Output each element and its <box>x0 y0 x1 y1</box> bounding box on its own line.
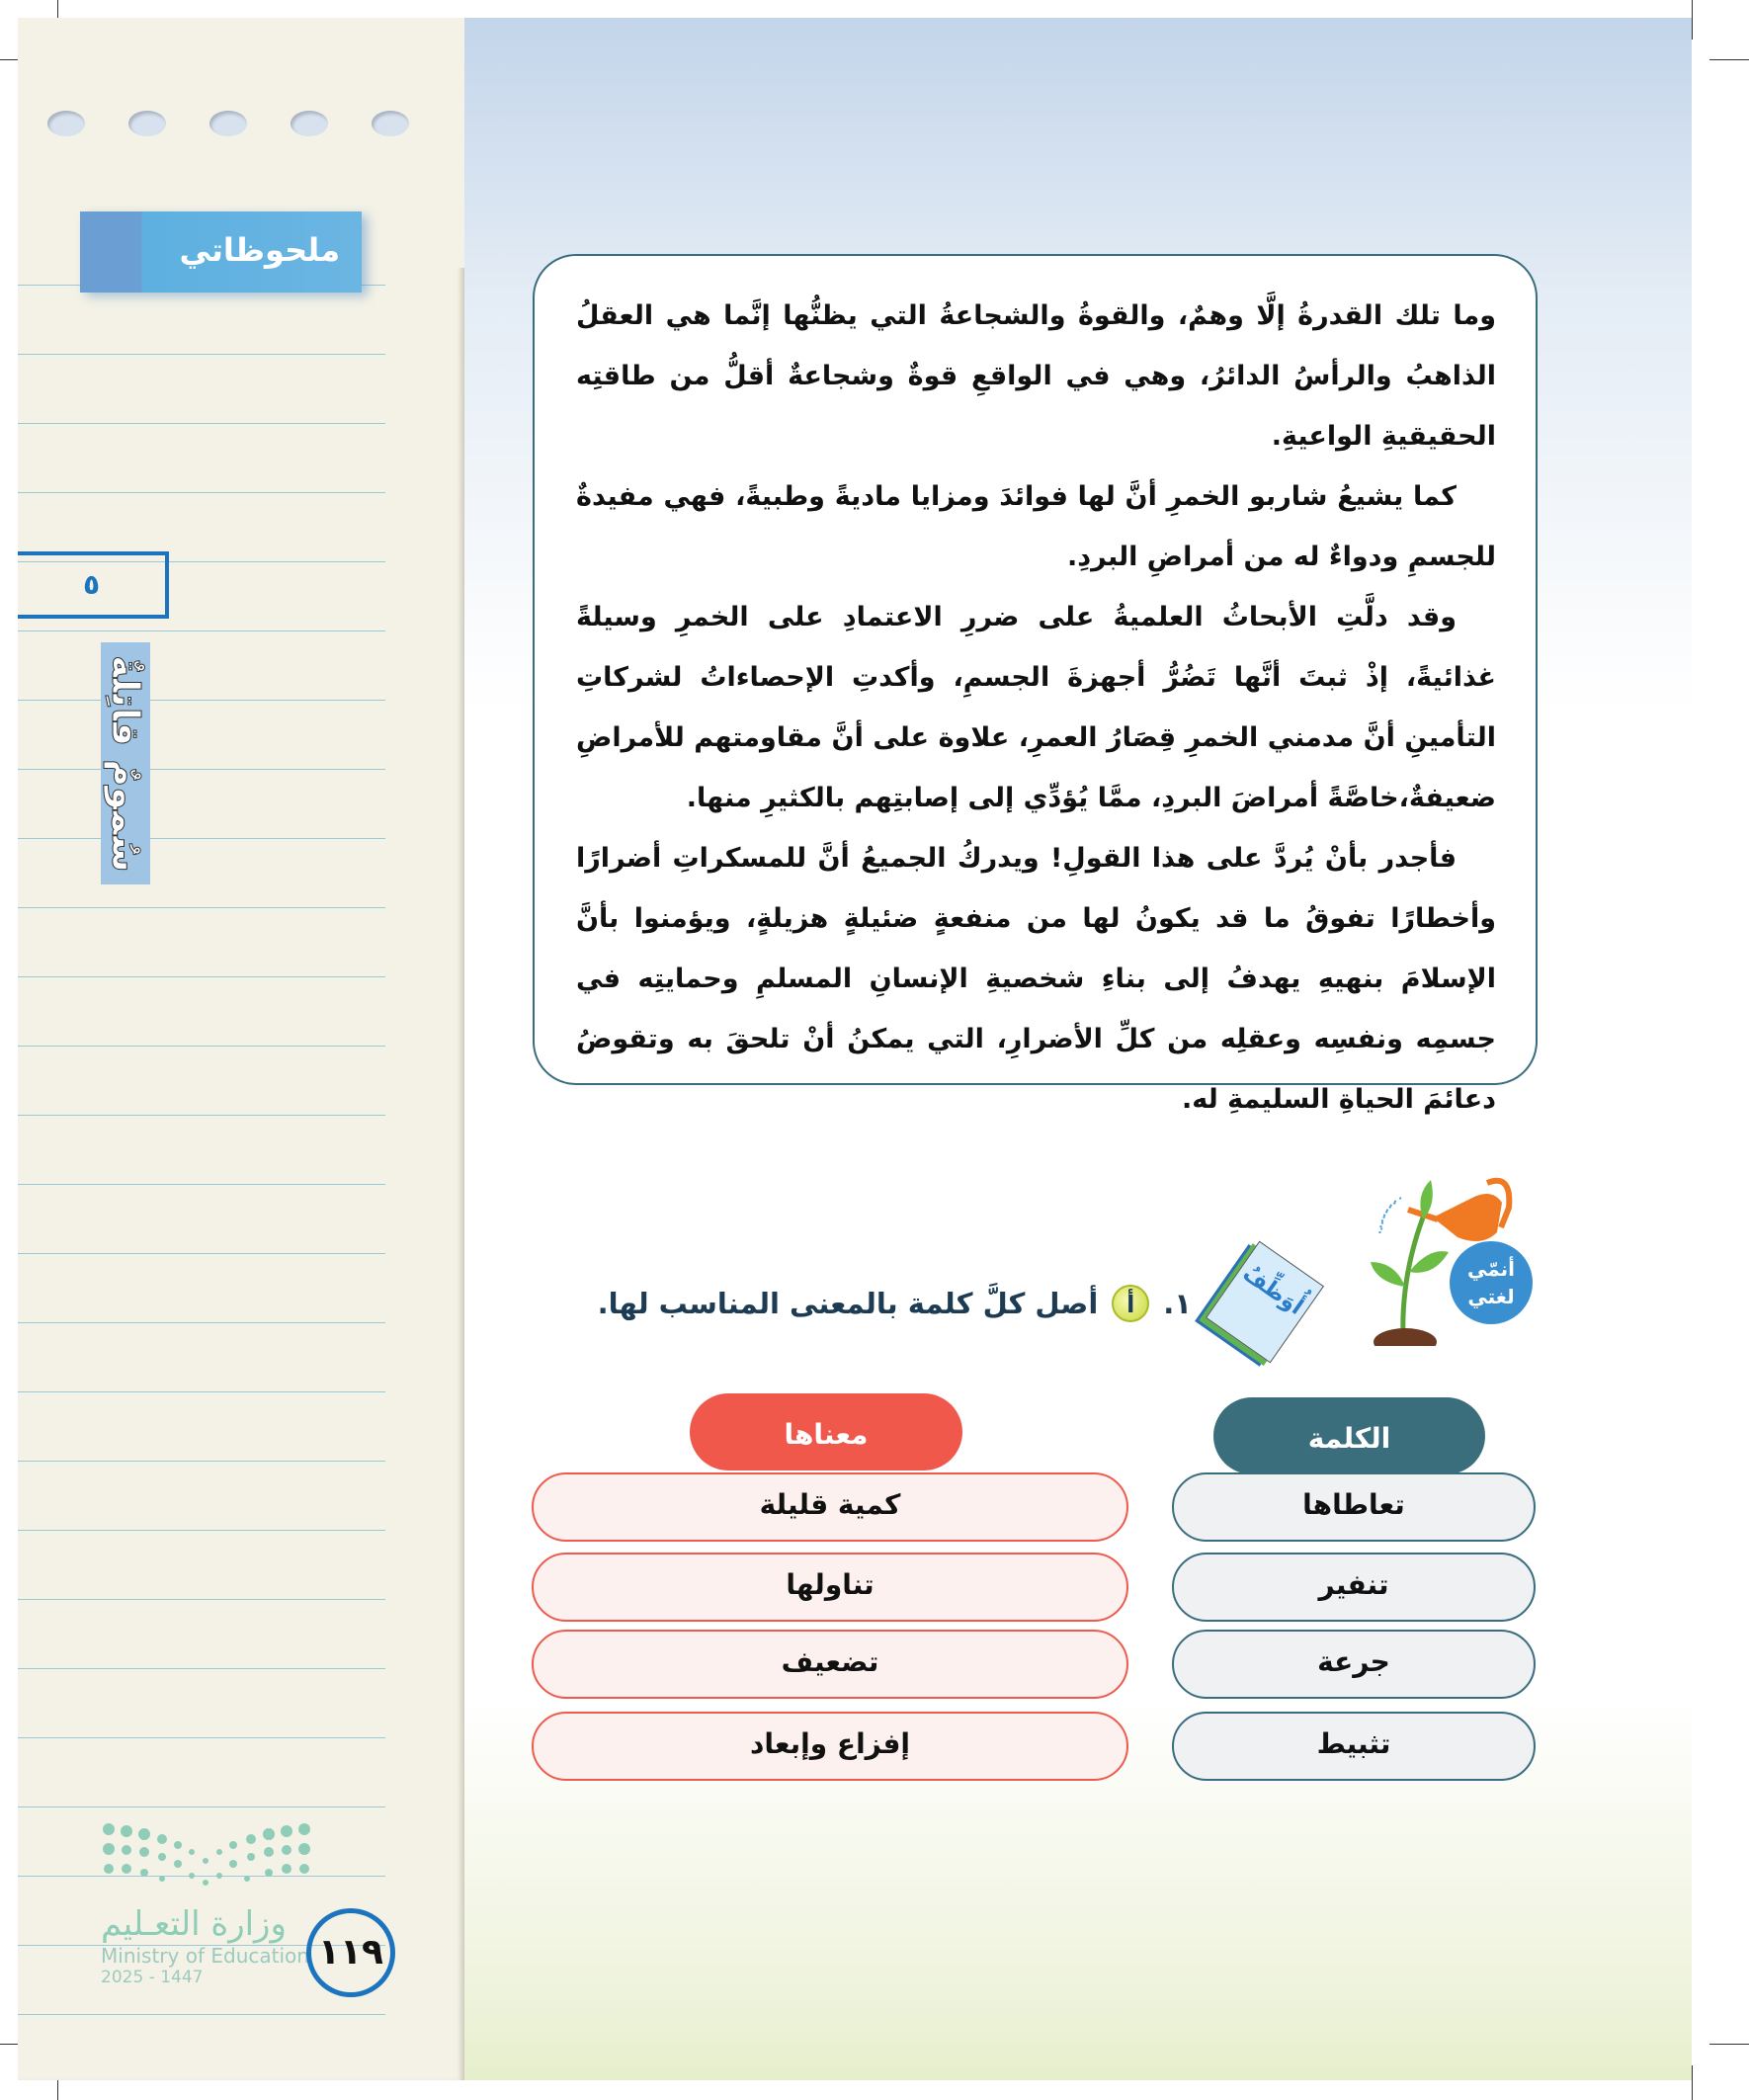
exercise-number: ١. <box>1163 1287 1192 1320</box>
instruction-text: أصل كلَّ كلمة بالمعنى المناسب لها. <box>597 1287 1099 1320</box>
book-icon: أُوَظِّفُ <box>1206 1241 1324 1364</box>
meaning-cell[interactable]: كمية قليلة <box>532 1472 1128 1542</box>
binder-hole <box>209 111 247 136</box>
binder-hole <box>291 111 328 136</box>
logo-arabic-text: وزارة التعـليم <box>101 1904 287 1944</box>
grow-my-language-badge: أنمّي لغتي <box>1450 1241 1533 1324</box>
exercise-instruction <box>598 1285 1192 1322</box>
logo-english-text: Ministry of Education <box>101 1944 309 1968</box>
meaning-cell[interactable]: تضعيف <box>532 1630 1128 1699</box>
binder-hole <box>128 111 166 136</box>
logo-dots-icon <box>101 1821 314 1890</box>
meaning-cell[interactable]: إفزاع وإبعاد <box>532 1712 1128 1781</box>
ministry-logo <box>101 1821 338 1987</box>
notes-sidebar <box>18 18 464 2080</box>
passage-paragraph: وما تلك القدرةُ إلَّا وهمٌ، والقوةُ والشجاعةُ التي يظنُّها إنَّما هي العقلُ الذاهبُ والرأسُ الدائرُ، وهي في الواقعِ قوةٌ وشجاعةٌ أقلُّ من طاقتِه الحقيقيةِ الواعيةِ. <box>576 300 1496 452</box>
notes-title: ملحوظاتي <box>80 211 362 293</box>
passage-box <box>533 254 1538 1115</box>
binder-hole <box>372 111 409 136</box>
word-cell[interactable]: تنفير <box>1172 1553 1536 1622</box>
passage-paragraph: كما يشيعُ شاربو الخمرِ أنَّ لها فوائدَ ومزايا ماديةً وطبيةً، فهي مفيدةٌ للجسمِ ودواءٌ له من أمراضِ البردِ. <box>576 481 1496 572</box>
meaning-column-header: معناها <box>690 1393 962 1470</box>
word-cell[interactable]: تثبيط <box>1172 1712 1536 1781</box>
unit-number: ٥ <box>18 551 169 619</box>
unit-name: سُمومٌ قاتِلةٌ <box>101 642 150 884</box>
page-number: ١١٩ <box>306 1908 395 1997</box>
word-column-header: الكلمة <box>1213 1397 1485 1474</box>
passage-paragraph: وقد دلَّتِ الأبحاثُ العلميةُ على ضررِ الاعتمادِ على الخمرِ وسيلةً غذائيةً، إذْ ثبتَ أنَّها تَضُرُّ أجهزةَ الجسمِ، وأكدتِ الإحصاءاتُ لشركاتِ التأمينِ أنَّ مدمني الخمرِ قِصَارُ العمرِ، علاوة على أنَّ مقاومتهم للأمراضِ ضعيفةٌ،خاصَّةً أمراضَ البردِ، ممَّا يُؤدِّي إلى إصابتِهم بالكثيرِ منها. <box>576 602 1496 813</box>
passage-paragraph: فأجدر بأنْ يُردَّ على هذا القولِ! ويدركُ الجميعُ أنَّ للمسكراتِ أضرارًا وأخطارًا تفوقُ ما قد يكونُ لها من منفعةٍ ضئيلةٍ هزيلةٍ، ويؤمنوا بأنَّ الإسلامَ بنهيهِ يهدفُ إلى بناءِ شخصيةِ الإنسانِ المسلمِ وحمايتِه في جسمِه ونفسِه وعقلِه من كلِّ الأضرارِ، التي يمكنُ أنْ تلحقَ به وتقوضُ دعائمَ الحياةِ السليمةِ له. <box>576 843 1496 1115</box>
word-cell[interactable]: جرعة <box>1172 1630 1536 1699</box>
exercise-letter: أ <box>1112 1285 1149 1322</box>
meaning-cell[interactable]: تناولها <box>532 1553 1128 1622</box>
word-cell[interactable]: تعاطاها <box>1172 1472 1536 1542</box>
binder-hole <box>47 111 85 136</box>
logo-year: 2025 - 1447 <box>101 1968 204 1987</box>
